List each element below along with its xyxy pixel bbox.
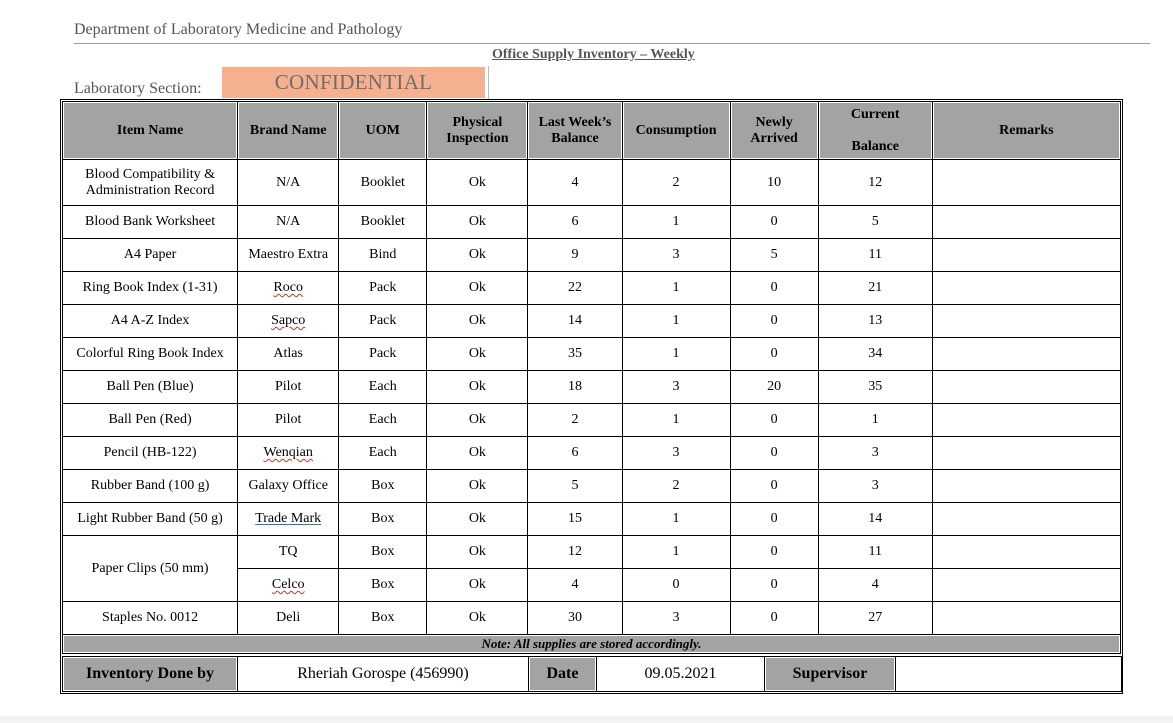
physical-inspection[interactable]: Ok bbox=[427, 338, 528, 371]
newly-arrived[interactable]: 0 bbox=[730, 206, 818, 239]
consumption[interactable]: 2 bbox=[622, 160, 730, 206]
newly-arrived[interactable]: 5 bbox=[730, 239, 818, 272]
table-row bbox=[63, 338, 1121, 371]
section-divider bbox=[488, 66, 489, 99]
table-row bbox=[63, 239, 1121, 272]
physical-inspection[interactable]: Ok bbox=[427, 272, 528, 305]
storage-note: Note: All supplies are stored accordingly. bbox=[63, 635, 1121, 654]
table-row bbox=[63, 503, 1121, 536]
current-balance[interactable]: 3 bbox=[818, 437, 932, 470]
brand-name[interactable] bbox=[238, 305, 339, 338]
physical-inspection[interactable]: Ok bbox=[427, 536, 528, 569]
brand-name[interactable] bbox=[238, 503, 339, 536]
newly-arrived[interactable]: 10 bbox=[730, 160, 818, 206]
uom[interactable]: Box bbox=[339, 569, 427, 602]
uom[interactable]: Pack bbox=[339, 272, 427, 305]
table-row bbox=[63, 437, 1121, 470]
physical-inspection[interactable]: Ok bbox=[427, 602, 528, 635]
physical-inspection[interactable]: Ok bbox=[427, 404, 528, 437]
remarks[interactable] bbox=[932, 503, 1120, 536]
remarks[interactable] bbox=[932, 206, 1120, 239]
last-week-balance[interactable]: 6 bbox=[528, 437, 622, 470]
col-header-item: Item Name bbox=[63, 102, 238, 160]
consumption[interactable]: 3 bbox=[622, 371, 730, 404]
consumption[interactable]: 3 bbox=[622, 602, 730, 635]
col-header-uom: UOM bbox=[339, 102, 427, 160]
newly-arrived[interactable]: 0 bbox=[730, 305, 818, 338]
last-week-balance[interactable]: 22 bbox=[528, 272, 622, 305]
brand-name[interactable]: Deli bbox=[238, 602, 339, 635]
item-name[interactable]: Blood Compatibility & Administration Record bbox=[63, 160, 238, 206]
current-balance[interactable]: 14 bbox=[818, 503, 932, 536]
remarks[interactable] bbox=[932, 239, 1120, 272]
signature-table bbox=[62, 654, 1122, 692]
newly-arrived[interactable]: 0 bbox=[730, 272, 818, 305]
form-title: Office Supply Inventory – Weekly bbox=[492, 47, 695, 62]
item-name[interactable]: Ball Pen (Blue) bbox=[63, 371, 238, 404]
brand-name[interactable] bbox=[238, 437, 339, 470]
physical-inspection[interactable]: Ok bbox=[427, 239, 528, 272]
consumption[interactable]: 2 bbox=[622, 470, 730, 503]
physical-inspection[interactable]: Ok bbox=[427, 503, 528, 536]
consumption[interactable]: 0 bbox=[622, 569, 730, 602]
item-name[interactable]: A4 Paper bbox=[63, 239, 238, 272]
item-name[interactable]: Ring Book Index (1-31) bbox=[63, 272, 238, 305]
col-header-brand: Brand Name bbox=[238, 102, 339, 160]
remarks[interactable] bbox=[932, 160, 1120, 206]
uom[interactable]: Each bbox=[339, 404, 427, 437]
col-header-last-balance: Last Week’s Balance bbox=[528, 102, 622, 160]
remarks[interactable] bbox=[932, 437, 1120, 470]
newly-arrived[interactable]: 0 bbox=[730, 503, 818, 536]
inventory-done-by-field[interactable]: Rheriah Gorospe (456990) bbox=[238, 657, 529, 692]
physical-inspection[interactable]: Ok bbox=[427, 569, 528, 602]
item-name[interactable]: Ball Pen (Red) bbox=[63, 404, 238, 437]
consumption[interactable]: 3 bbox=[622, 437, 730, 470]
consumption[interactable]: 1 bbox=[622, 305, 730, 338]
brand-name[interactable]: Galaxy Office bbox=[238, 470, 339, 503]
brand-name-text: Celco bbox=[271, 577, 305, 592]
physical-inspection[interactable]: Ok bbox=[427, 371, 528, 404]
remarks[interactable] bbox=[932, 338, 1120, 371]
item-name[interactable]: Colorful Ring Book Index bbox=[63, 338, 238, 371]
laboratory-section-label: Laboratory Section: bbox=[74, 80, 202, 97]
table-row bbox=[63, 536, 1121, 569]
current-label-line1: Current bbox=[850, 106, 900, 122]
brand-name-text: Wenqian bbox=[263, 445, 313, 460]
last-week-balance[interactable]: 15 bbox=[528, 503, 622, 536]
uom[interactable]: Each bbox=[339, 371, 427, 404]
consumption[interactable]: 1 bbox=[622, 503, 730, 536]
last-week-balance[interactable]: 4 bbox=[528, 160, 622, 206]
last-week-balance[interactable]: 14 bbox=[528, 305, 622, 338]
consumption[interactable]: 1 bbox=[622, 272, 730, 305]
newly-arrived[interactable]: 0 bbox=[730, 602, 818, 635]
note-row bbox=[63, 635, 1121, 654]
newly-arrived[interactable]: 0 bbox=[730, 470, 818, 503]
newly-arrived[interactable]: 0 bbox=[730, 569, 818, 602]
uom[interactable]: Box bbox=[339, 503, 427, 536]
last-week-balance[interactable]: 6 bbox=[528, 206, 622, 239]
table-row bbox=[63, 602, 1121, 635]
col-header-inspection: Physical Inspection bbox=[427, 102, 528, 160]
physical-inspection[interactable]: Ok bbox=[427, 470, 528, 503]
table-row bbox=[63, 206, 1121, 239]
physical-inspection[interactable]: Ok bbox=[427, 160, 528, 206]
remarks[interactable] bbox=[932, 602, 1120, 635]
remarks[interactable] bbox=[932, 536, 1120, 569]
item-name[interactable]: Paper Clips (50 mm) bbox=[63, 536, 238, 602]
item-name[interactable]: Staples No. 0012 bbox=[63, 602, 238, 635]
supervisor-field[interactable] bbox=[896, 657, 1122, 692]
brand-name-text: Roco bbox=[273, 280, 303, 295]
uom[interactable]: Booklet bbox=[339, 160, 427, 206]
current-balance[interactable]: 11 bbox=[818, 239, 932, 272]
header-rule bbox=[74, 43, 1150, 44]
signature-row bbox=[63, 657, 1122, 692]
supervisor-label: Supervisor bbox=[765, 657, 896, 692]
department-name: Department of Laboratory Medicine and Pathology bbox=[74, 21, 403, 38]
table-row bbox=[63, 470, 1121, 503]
remarks[interactable] bbox=[932, 305, 1120, 338]
current-balance[interactable]: 5 bbox=[818, 206, 932, 239]
brand-name[interactable]: Pilot bbox=[238, 371, 339, 404]
table-row bbox=[63, 404, 1121, 437]
confidential-field[interactable]: CONFIDENTIAL bbox=[222, 67, 485, 98]
remarks[interactable] bbox=[932, 272, 1120, 305]
table-row bbox=[63, 371, 1121, 404]
current-balance[interactable]: 11 bbox=[818, 536, 932, 569]
table-row bbox=[63, 160, 1121, 206]
col-header-consumption: Consumption bbox=[622, 102, 730, 160]
item-name[interactable]: Pencil (HB-122) bbox=[63, 437, 238, 470]
uom[interactable]: Pack bbox=[339, 338, 427, 371]
table-header-row bbox=[63, 102, 1121, 160]
brand-name[interactable] bbox=[238, 272, 339, 305]
last-week-balance[interactable]: 2 bbox=[528, 404, 622, 437]
current-balance[interactable]: 34 bbox=[818, 338, 932, 371]
consumption[interactable]: 1 bbox=[622, 536, 730, 569]
last-week-balance[interactable]: 18 bbox=[528, 371, 622, 404]
date-label: Date bbox=[529, 657, 597, 692]
last-week-balance[interactable]: 9 bbox=[528, 239, 622, 272]
col-header-arrived: Newly Arrived bbox=[730, 102, 818, 160]
remarks[interactable] bbox=[932, 371, 1120, 404]
physical-inspection[interactable]: Ok bbox=[427, 206, 528, 239]
brand-name[interactable]: Atlas bbox=[238, 338, 339, 371]
uom[interactable]: Pack bbox=[339, 305, 427, 338]
current-balance[interactable]: 13 bbox=[818, 305, 932, 338]
last-week-balance[interactable]: 12 bbox=[528, 536, 622, 569]
brand-name[interactable]: Maestro Extra bbox=[238, 239, 339, 272]
uom[interactable]: Bind bbox=[339, 239, 427, 272]
inventory-table bbox=[62, 101, 1121, 654]
brand-name[interactable]: N/A bbox=[238, 206, 339, 239]
inventory-sheet bbox=[60, 99, 1123, 694]
col-header-current-balance bbox=[818, 102, 932, 160]
newly-arrived[interactable]: 0 bbox=[730, 437, 818, 470]
current-balance[interactable]: 12 bbox=[818, 160, 932, 206]
remarks[interactable] bbox=[932, 569, 1120, 602]
remarks[interactable] bbox=[932, 470, 1120, 503]
uom[interactable]: Booklet bbox=[339, 206, 427, 239]
current-balance[interactable]: 21 bbox=[818, 272, 932, 305]
consumption[interactable]: 3 bbox=[622, 239, 730, 272]
consumption[interactable]: 1 bbox=[622, 338, 730, 371]
last-week-balance[interactable]: 35 bbox=[528, 338, 622, 371]
current-balance[interactable]: 35 bbox=[818, 371, 932, 404]
brand-name-text: Sapco bbox=[271, 313, 306, 328]
newly-arrived[interactable]: 20 bbox=[730, 371, 818, 404]
current-balance[interactable]: 4 bbox=[818, 569, 932, 602]
current-balance[interactable]: 27 bbox=[818, 602, 932, 635]
brand-name[interactable]: Pilot bbox=[238, 404, 339, 437]
item-name[interactable]: A4 A-Z Index bbox=[63, 305, 238, 338]
consumption[interactable]: 1 bbox=[622, 404, 730, 437]
last-week-balance[interactable]: 5 bbox=[528, 470, 622, 503]
remarks[interactable] bbox=[932, 404, 1120, 437]
item-name[interactable]: Blood Bank Worksheet bbox=[63, 206, 238, 239]
current-balance[interactable]: 1 bbox=[818, 404, 932, 437]
uom[interactable]: Box bbox=[339, 536, 427, 569]
uom[interactable]: Box bbox=[339, 602, 427, 635]
physical-inspection[interactable]: Ok bbox=[427, 305, 528, 338]
table-row bbox=[63, 305, 1121, 338]
table-row bbox=[63, 272, 1121, 305]
inventory-done-by-label: Inventory Done by bbox=[63, 657, 238, 692]
last-week-balance[interactable]: 4 bbox=[528, 569, 622, 602]
item-name[interactable]: Light Rubber Band (50 g) bbox=[63, 503, 238, 536]
item-name[interactable]: Rubber Band (100 g) bbox=[63, 470, 238, 503]
current-balance[interactable]: 3 bbox=[818, 470, 932, 503]
uom[interactable]: Each bbox=[339, 437, 427, 470]
brand-name[interactable] bbox=[238, 569, 339, 602]
current-label-line2: Balance bbox=[851, 138, 899, 154]
brand-name-text: Trade Mark bbox=[255, 511, 322, 526]
brand-name[interactable]: N/A bbox=[238, 160, 339, 206]
newly-arrived[interactable]: 0 bbox=[730, 536, 818, 569]
date-field[interactable]: 09.05.2021 bbox=[597, 657, 765, 692]
newly-arrived[interactable]: 0 bbox=[730, 338, 818, 371]
physical-inspection[interactable]: Ok bbox=[427, 437, 528, 470]
col-header-remarks: Remarks bbox=[932, 102, 1120, 160]
uom[interactable]: Box bbox=[339, 470, 427, 503]
consumption[interactable]: 1 bbox=[622, 206, 730, 239]
newly-arrived[interactable]: 0 bbox=[730, 404, 818, 437]
brand-name[interactable]: TQ bbox=[238, 536, 339, 569]
last-week-balance[interactable]: 30 bbox=[528, 602, 622, 635]
